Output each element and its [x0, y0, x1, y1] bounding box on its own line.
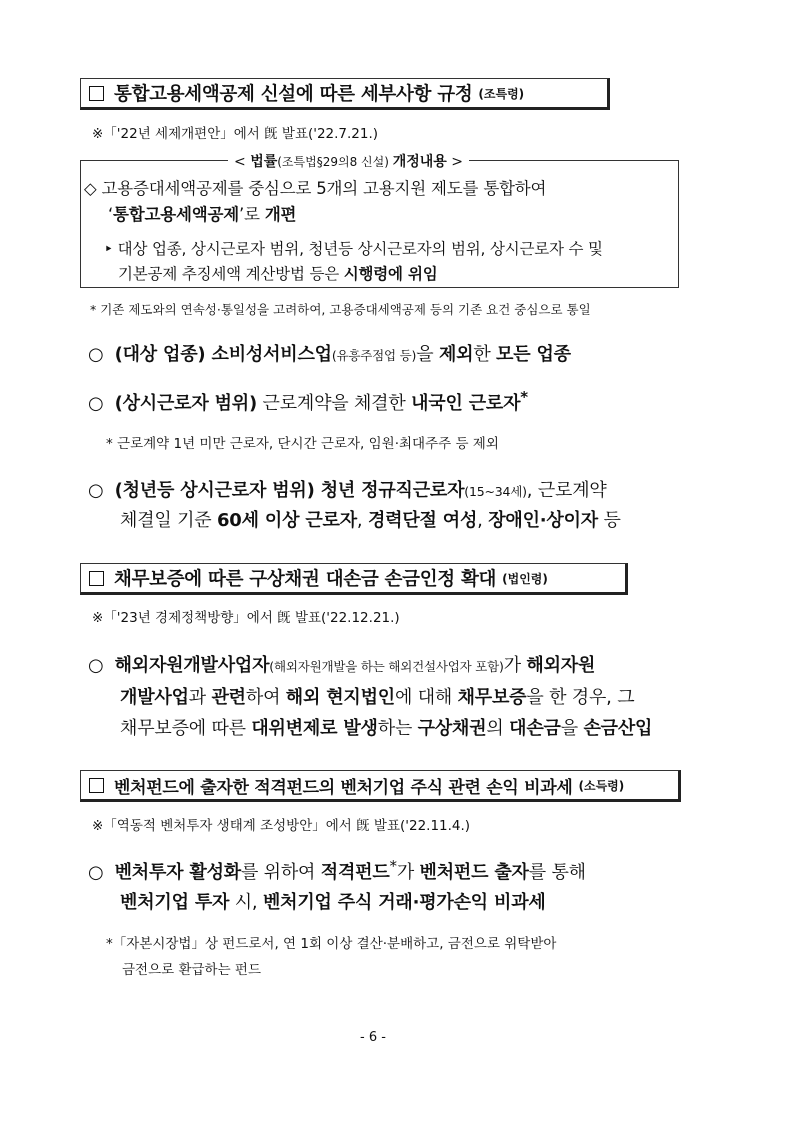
section2-heading: 채무보증에 따른 구상채권 대손금 손금인정 확대 (법인령)	[80, 563, 628, 595]
law-box-sub2: 기본공제 추징세액 계산방법 등은 시행령에 위임	[118, 265, 438, 283]
section3-note: ※「역동적 벤처투자 생태계 조성방안」에서 旣 발표('22.11.4.)	[92, 818, 471, 834]
law-box-line2: ‘통합고용세액공제’로 개편	[108, 205, 297, 224]
section2-line1: ○ 해외자원개발사업자(해외자원개발을 하는 해외건설사업자 포함)가 해외자원	[88, 655, 596, 676]
bullet-target-industry: ○ (대상 업종) 소비성서비스업(유흥주점업 등)을 제외한 모든 업종	[88, 344, 571, 365]
section3-heading: 벤처펀드에 출자한 적격펀드의 벤처기업 주식 관련 손익 비과세 (소득령)	[80, 770, 681, 802]
bullet-regular-worker-range: ○ (상시근로자 범위) 근로계약을 체결한 내국인 근로자*	[88, 388, 528, 414]
bullet-youth-worker-range: ○ (청년등 상시근로자 범위) 청년 정규직근로자(15~34세), 근로계약	[88, 480, 607, 501]
checkbox-square-icon	[89, 778, 104, 793]
law-box-sub1: ‣ 대상 업종, 상시근로자 범위, 청년등 상시근로자의 범위, 상시근로자 수 및	[104, 240, 603, 258]
section2-line3: 채무보증에 따른 대위변제로 발생하는 구상채권의 대손금을 손금산입	[120, 718, 653, 739]
section1-note: ※「'22년 세제개편안」에서 旣 발표('22.7.21.)	[92, 126, 379, 142]
section3-footnote2: 금전으로 환급하는 펀드	[122, 962, 261, 978]
section3-line2: 벤처기업 투자 시, 벤처기업 주식 거래·평가손익 비과세	[120, 892, 546, 913]
bullet2-footnote: * 근로계약 1년 미만 근로자, 단시간 근로자, 임원·최대주주 등 제외	[106, 436, 499, 452]
section2-line2: 개발사업과 관련하여 해외 현지법인에 대해 채무보증을 한 경우, 그	[120, 687, 635, 708]
section2-note: ※「'23년 경제정책방향」에서 旣 발표('22.12.21.)	[92, 610, 400, 626]
checkbox-square-icon	[89, 571, 104, 586]
law-box-line1: ◇ 고용증대세액공제를 중심으로 5개의 고용지원 제도를 통합하여	[84, 179, 547, 198]
section1-heading: 통합고용세액공제 신설에 따른 세부사항 규정 (조특령)	[80, 78, 610, 110]
bullet-youth-worker-range-line2: 체결일 기준 60세 이상 근로자, 경력단절 여성, 장애인·상이자 등	[120, 510, 621, 531]
law-box-title: < 법률(조특법§29의8 신설) 개정내용 >	[228, 151, 469, 171]
section3-footnote1: *「자본시장법」상 펀드로서, 연 1회 이상 결산·분배하고, 금전으로 위탁받아	[106, 936, 557, 952]
section1-footnote: * 기존 제도와의 연속성·통일성을 고려하여, 고용증대세액공제 등의 기존 요건 중심으로 통일	[90, 302, 591, 317]
page-number: - 6 -	[360, 1030, 386, 1045]
checkbox-square-icon	[89, 86, 104, 101]
section3-line1: ○ 벤처투자 활성화를 위하여 적격펀드*가 벤처펀드 출자를 통해	[88, 857, 586, 883]
